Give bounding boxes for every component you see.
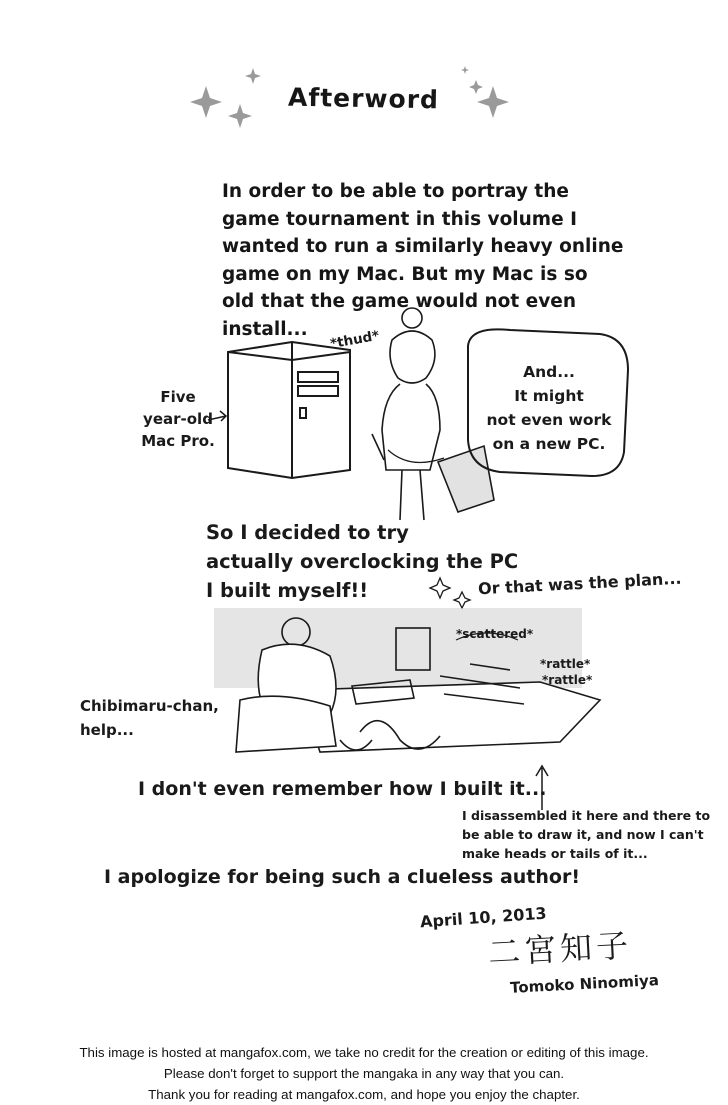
apology-text: I apologize for being such a clueless author! [104, 866, 580, 888]
mac-pro-drawing [228, 342, 350, 478]
disassembled-line: make heads or tails of it... [462, 846, 648, 861]
intro-line: game tournament in this volume I [222, 208, 577, 230]
remember-text: I don't even remember how I built it... [138, 778, 547, 800]
author-signature: 二宮知子 [487, 926, 634, 972]
intro-line: wanted to run a similarly heavy online [222, 236, 624, 257]
plan-text: Or that was the plan... [477, 568, 682, 599]
decision-line: actually overclocking the PC [206, 550, 519, 573]
page-title: Afterword [287, 82, 440, 115]
mac-label-line: Mac Pro. [141, 432, 215, 450]
date-text: April 10, 2013 [419, 903, 548, 932]
bubble-line: not even work [486, 411, 612, 429]
help-text [80, 694, 219, 742]
hosting-footer [0, 1042, 728, 1105]
decision-line: So I decided to try [206, 521, 409, 544]
footer-line: Please don't forget to support the mangaka in any way that you can. [163, 1066, 565, 1081]
sfx-rattle: *rattle* [540, 657, 591, 671]
mac-label-line: year-old [143, 410, 213, 428]
mac-label-line: Five [160, 388, 196, 406]
footer-line: Thank you for reading at mangafox.com, and hope you enjoy the chapter. [148, 1087, 580, 1102]
sfx-scattered: *scattered* [456, 627, 534, 641]
decision-text [206, 518, 518, 605]
intro-line: In order to be able to portray the [222, 181, 569, 202]
sfx-rattle: *rattle* [542, 673, 593, 687]
help-line: Chibimaru-chan, [80, 697, 219, 715]
author-name: Tomoko Ninomiya [509, 971, 660, 997]
intro-paragraph [222, 178, 624, 343]
bubble-line: on a new PC. [492, 435, 606, 453]
footer-line: This image is hosted at mangafox.com, we take no credit for the creation or editing of this image. [79, 1045, 649, 1060]
speech-bubble-text [474, 360, 624, 456]
mac-label [138, 386, 218, 452]
sfx-thud: *thud* [328, 327, 381, 353]
disassembled-line: I disassembled it here and there to [462, 808, 711, 823]
bubble-line: It might [514, 387, 584, 405]
decision-line: I built myself!! [206, 579, 369, 602]
disassembled-note [462, 806, 710, 863]
intro-line: install... [222, 318, 308, 340]
disassembled-line: be able to draw it, and now I can't [462, 827, 704, 842]
help-line: help... [80, 721, 134, 739]
bubble-line: And... [523, 363, 575, 381]
intro-line: old that the game would not even [222, 291, 576, 312]
intro-line: game on my Mac. But my Mac is so [222, 263, 588, 285]
